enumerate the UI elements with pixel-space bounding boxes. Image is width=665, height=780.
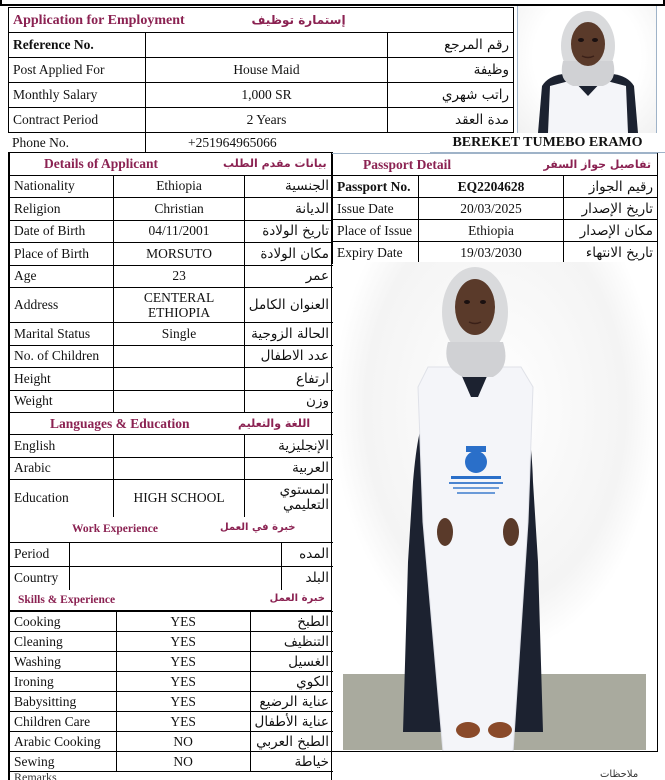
work-title: Work Experience xyxy=(72,522,158,535)
section-header xyxy=(333,154,658,176)
table-row: Cooking YES الطبخ xyxy=(10,612,333,632)
table-row: Age 23 عمر xyxy=(10,265,333,288)
divider xyxy=(145,133,146,153)
phone-row xyxy=(8,133,333,153)
table-row: Place of Birth MORSUTO مكان الولادة xyxy=(10,243,333,266)
table-row: Period المده xyxy=(10,542,333,566)
table-row: Religion Christian الديانة xyxy=(10,198,333,221)
table-row: Passport No. EQ2204628 رقيم الجواز xyxy=(333,176,658,198)
applicant-name: BEREKET TUMEBO ERAMO xyxy=(430,133,665,153)
remarks-label-ar: ملاحظات xyxy=(600,769,639,780)
applicant-full-body-photo xyxy=(333,262,658,752)
remarks-label: Remarks xyxy=(14,770,57,780)
salary-label-ar: راتب شهري xyxy=(388,83,514,108)
post-value: House Maid xyxy=(145,58,387,83)
table-row: Marital Status Single الحالة الزوجية xyxy=(10,323,333,346)
skills-title: Skills & Experience xyxy=(18,594,116,606)
portrait-illustration-icon xyxy=(518,6,657,133)
work-experience-header xyxy=(10,517,331,542)
form-title-ar: إستمارة توظيف xyxy=(251,12,346,27)
section-header xyxy=(10,153,333,175)
contract-value: 2 Years xyxy=(145,108,387,133)
post-label-ar: وظيفة xyxy=(388,58,514,83)
applicant-details-table xyxy=(10,153,333,517)
passport-title-ar: تفاصيل جواز السفر xyxy=(543,158,651,171)
contract-label: Contract Period xyxy=(9,108,146,133)
table-row: Babysitting YES عناية الرضيع xyxy=(10,692,333,712)
header-row xyxy=(9,108,514,133)
skills-title-ar: خبرة العمل xyxy=(269,593,325,604)
phone-label: Phone No. xyxy=(12,135,69,150)
passport-table xyxy=(332,153,658,264)
table-row: Sewing NO خياطة xyxy=(10,752,333,772)
table-row: Expiry Date 19/03/2030 تاريخ الانتهاء xyxy=(333,242,658,264)
table-row: Place of Issue Ethiopia مكان الإصدار xyxy=(333,220,658,242)
table-row: No. of Children عدد الاطفال xyxy=(10,345,333,368)
full-body-illustration-icon xyxy=(333,262,658,752)
details-title: Details of Applicant xyxy=(44,155,159,171)
passport-title: Passport Detail xyxy=(363,156,452,172)
table-row: Weight وزن xyxy=(10,390,333,413)
reference-label-ar: رقم المرجع xyxy=(388,33,514,58)
languages-title: Languages & Education xyxy=(50,415,190,431)
contract-label-ar: مدة العقد xyxy=(388,108,514,133)
languages-title-ar: اللغة والتعليم xyxy=(238,417,311,430)
work-experience-table xyxy=(10,542,333,591)
reference-label: Reference No. xyxy=(9,33,146,58)
salary-label: Monthly Salary xyxy=(9,83,146,108)
table-row: Education HIGH SCHOOL المستوي التعليمي xyxy=(10,480,333,517)
employment-header-table xyxy=(8,7,514,133)
skills-table xyxy=(10,611,333,772)
table-row: Date of Birth 04/11/2001 تاريخ الولادة xyxy=(10,220,333,243)
table-row: Nationality Ethiopia الجنسية xyxy=(10,175,333,198)
passport-panel xyxy=(332,153,658,264)
skills-header xyxy=(10,590,331,611)
applicant-portrait-photo xyxy=(517,6,657,133)
header-row xyxy=(9,58,514,83)
phone-value: +251964965066 xyxy=(188,135,277,150)
table-row: Cleaning YES التنظيف xyxy=(10,632,333,652)
table-row: Arabic Cooking NO الطبخ العربي xyxy=(10,732,333,752)
post-label: Post Applied For xyxy=(9,58,146,83)
applicant-details-panel xyxy=(8,153,332,780)
table-row: Children Care YES عناية الأطفال xyxy=(10,712,333,732)
table-row: Ironing YES الكوي xyxy=(10,672,333,692)
salary-value: 1,000 SR xyxy=(145,83,387,108)
section-header xyxy=(10,413,333,435)
table-row: English الإنجليزية xyxy=(10,435,333,458)
form-title: Application for Employment xyxy=(13,12,185,28)
table-row: Height ارتفاع xyxy=(10,368,333,391)
header-row xyxy=(9,83,514,108)
work-title-ar: خبرة في العمل xyxy=(220,521,296,533)
header-row xyxy=(9,33,514,58)
table-row: Issue Date 20/03/2025 تاريخ الإصدار xyxy=(333,198,658,220)
details-title-ar: بيانات مقدم الطلب xyxy=(223,157,327,170)
table-row: Address CENTERAL ETHIOPIA العنوان الكامل xyxy=(10,288,333,323)
table-row: Washing YES الغسيل xyxy=(10,652,333,672)
reference-value xyxy=(145,33,387,58)
table-row: Arabic العربية xyxy=(10,457,333,480)
table-row: Country البلد xyxy=(10,566,333,590)
